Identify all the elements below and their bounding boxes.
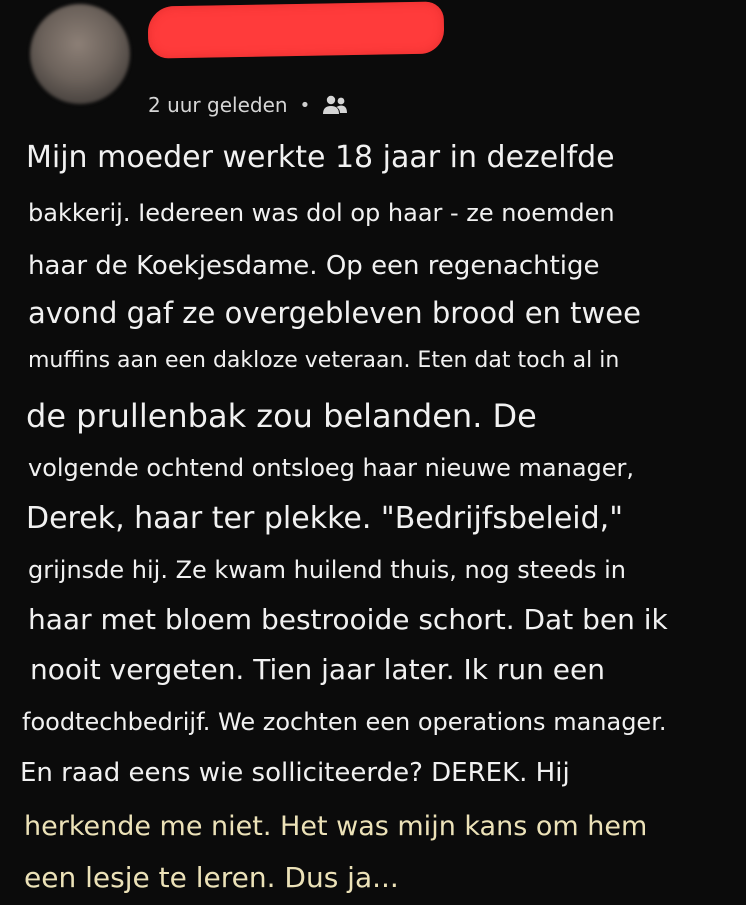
post-text-line: grijnsde hij. Ze kwam huilend thuis, nog steeds in	[28, 556, 626, 584]
meta-separator: •	[299, 94, 311, 116]
post-text-line: de prullenbak zou belanden. De	[26, 397, 537, 435]
author-name-redaction	[148, 1, 445, 58]
group-icon[interactable]	[320, 93, 350, 117]
post-text-line: avond gaf ze overgebleven brood en twee	[28, 296, 641, 330]
post-text-line: herkende me niet. Het was mijn kans om hem	[24, 811, 648, 842]
post-text-line: bakkerij. Iedereen was dol op haar - ze noemden	[28, 199, 615, 227]
post-text-line: muffins aan een dakloze veteraan. Eten dat toch al in	[28, 348, 620, 373]
timestamp[interactable]: 2 uur geleden	[148, 93, 288, 117]
post-text-line: En raad eens wie solliciteerde? DEREK. Hij	[20, 758, 570, 788]
post-text-line: Derek, haar ter plekke. "Bedrijfsbeleid,"	[26, 501, 623, 536]
post-text-line: haar de Koekjesdame. Op een regenachtige	[28, 251, 600, 281]
post-text-line: nooit vergeten. Tien jaar later. Ik run een	[30, 653, 605, 686]
post-text-line: een lesje te leren. Dus ja...	[24, 861, 399, 894]
post-text-line: volgende ochtend ontsloeg haar nieuwe manager,	[28, 454, 635, 482]
post-text-line: Mijn moeder werkte 18 jaar in dezelfde	[26, 140, 615, 175]
avatar[interactable]	[30, 4, 130, 104]
post-text-line: haar met bloem bestrooide schort. Dat ben ik	[28, 603, 668, 636]
post-text-line: foodtechbedrijf. We zochten een operations manager.	[22, 708, 667, 736]
post-meta	[148, 90, 350, 120]
